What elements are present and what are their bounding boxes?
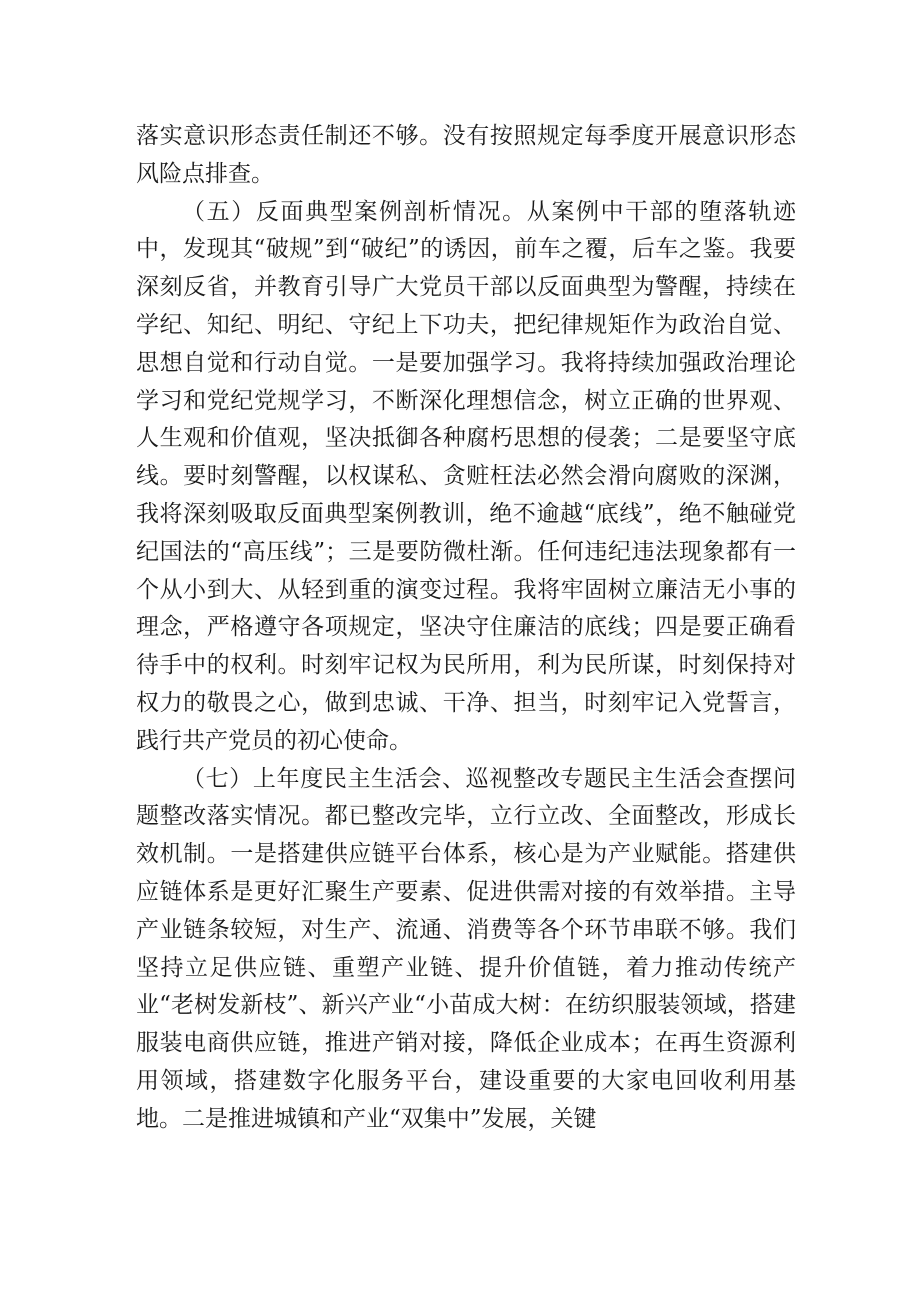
paragraph-continuation: 落实意识形态责任制还不够。没有按照规定每季度开展意识形态风险点排查。 <box>136 123 796 187</box>
document-body <box>136 118 796 1139</box>
paragraph-case-analysis: （五）反面典型案例剖析情况。从案例中干部的堕落轨迹中，发现其“破规”到“破纪”的诱因，前车之覆，后车之鉴。我要深刻反省，并教育引导广大党员干部以反面典型为警醒，持续在学纪、知纪、明纪、守纪上下功夫，把纪律规矩作为政治自觉、思想自觉和行动自觉。一是要加强学习。我将持续加强政治理论学习和党纪党规学习，不断深化理想信念，树立正确的世界观、人生观和价值观，坚决抵御各种腐朽思想的侵袭；二是要坚守底线。要时刻警醒，以权谋私、贪赃枉法必然会滑向腐败的深渊，我将深刻吸取反面典型案例教训，绝不逾越“底线”，绝不触碰党纪国法的“高压线”；三是要防微杜渐。任何违纪违法现象都有一个从小到大、从轻到重的演变过程。我将牢固树立廉洁无小事的理念，严格遵守各项规定，坚决守住廉洁的底线；四是要正确看待手中的权利。时刻牢记权为民所用，利为民所谋，时刻保持对权力的敬畏之心，做到忠诚、干净、担当，时刻牢记入党誓言，践行共产党员的初心使命。 <box>136 198 796 754</box>
paragraph-rectification: （七）上年度民主生活会、巡视整改专题民主生活会查摆问题整改落实情况。都已整改完毕，立行立改、全面整改，形成长效机制。一是搭建供应链平台体系，核心是为产业赋能。搭建供应链体系是更好汇聚生产要素、促进供需对接的有效举措。主导产业链条较短，对生产、流通、消费等各个环节串联不够。我们坚持立足供应链、重塑产业链、提升价值链，着力推动传统产业“老树发新枝”、新兴产业“小苗成大树：在纺织服装领域，搭建服装电商供应链，推进产销对接，降低企业成本；在再生资源利用领域，搭建数字化服务平台，建设重要的大家电回收利用基地。二是推进城镇和产业“双集中”发展，关键 <box>136 765 796 1132</box>
